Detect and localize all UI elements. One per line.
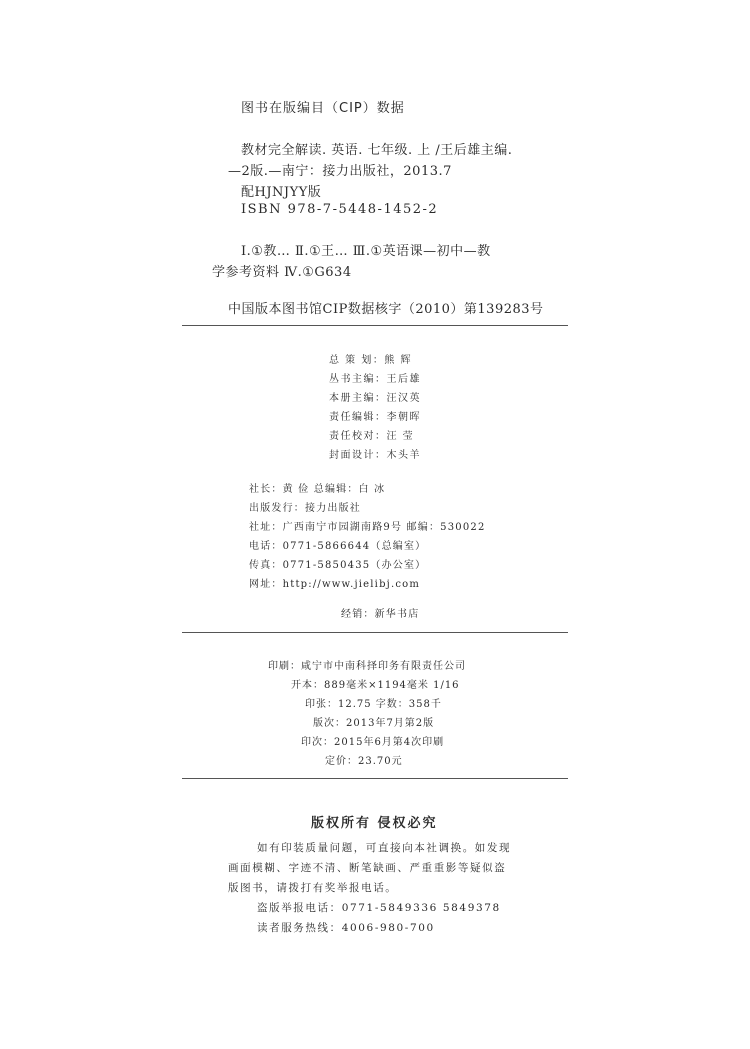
distributor: 经销：新华书店 <box>341 609 420 620</box>
cip-record-number: 中国版本图书馆CIP数据核字（2010）第139283号 <box>228 302 544 317</box>
credit-line: 责任编辑：李朝晖 <box>329 412 421 423</box>
cip-version-line: 配HJNJYY版 <box>241 185 322 200</box>
printing-line: 印刷：咸宁市中南科择印务有限责任公司 <box>268 661 466 672</box>
notice-line: 版图书，请拨打有奖举报电话。 <box>228 882 398 894</box>
printing-line: 开本：889毫米×1194毫米 1/16 <box>291 680 460 691</box>
cip-subject-line: Ⅰ.①教… Ⅱ.①王… Ⅲ.①英语课—初中—教 <box>241 244 491 259</box>
notice-line: 如有印装质量问题，可直接向本社调换。如发现 <box>257 842 512 854</box>
publisher-line: 社长：黄 俭 总编辑：白 冰 <box>249 484 386 495</box>
rights-title: 版权所有 侵权必究 <box>311 816 438 831</box>
publisher-website: 网址：http://www.jielibj.com <box>249 579 421 590</box>
publisher-line: 电话：0771-5866644（总编室） <box>249 541 427 552</box>
printing-line: 定价：23.70元 <box>325 756 403 767</box>
service-hotline: 读者服务热线：4006-980-700 <box>257 922 435 934</box>
divider-rule <box>182 632 568 633</box>
divider-rule <box>182 778 568 779</box>
publisher-line: 传真：0771-5850435（办公室） <box>249 560 427 571</box>
cip-heading: 图书在版编目（CIP）数据 <box>241 101 405 116</box>
cip-edition-line: —2版.—南宁：接力出版社，2013.7 <box>228 164 452 179</box>
printing-line: 印张：12.75 字数：358千 <box>305 699 442 710</box>
credit-line: 本册主编：汪汉英 <box>329 393 421 404</box>
credit-line: 总 策 划：熊 辉 <box>329 355 413 366</box>
notice-line: 画面模糊、字迹不清、断笔缺画、严重重影等疑似盗 <box>228 862 507 874</box>
report-phone: 盗版举报电话：0771-5849336 5849378 <box>257 902 501 914</box>
printing-line: 印次：2015年6月第4次印刷 <box>301 737 445 748</box>
publisher-line: 出版发行：接力出版社 <box>249 503 361 514</box>
printing-line: 版次：2013年7月第2版 <box>313 718 435 729</box>
publisher-line: 社址：广西南宁市园湖南路9号 邮编：530022 <box>249 522 486 533</box>
cip-title-line: 教材完全解读. 英语. 七年级. 上 /王后雄主编. <box>241 143 513 158</box>
divider-rule <box>182 325 568 326</box>
credit-line: 责任校对：汪 莹 <box>329 431 415 442</box>
cip-subject-line-2: 学参考资料 Ⅳ.①G634 <box>212 265 352 280</box>
credit-line: 封面设计：木头羊 <box>329 450 421 461</box>
cip-isbn-line: ISBN 978-7-5448-1452-2 <box>241 202 439 217</box>
credit-line: 丛书主编：王后雄 <box>329 374 421 385</box>
